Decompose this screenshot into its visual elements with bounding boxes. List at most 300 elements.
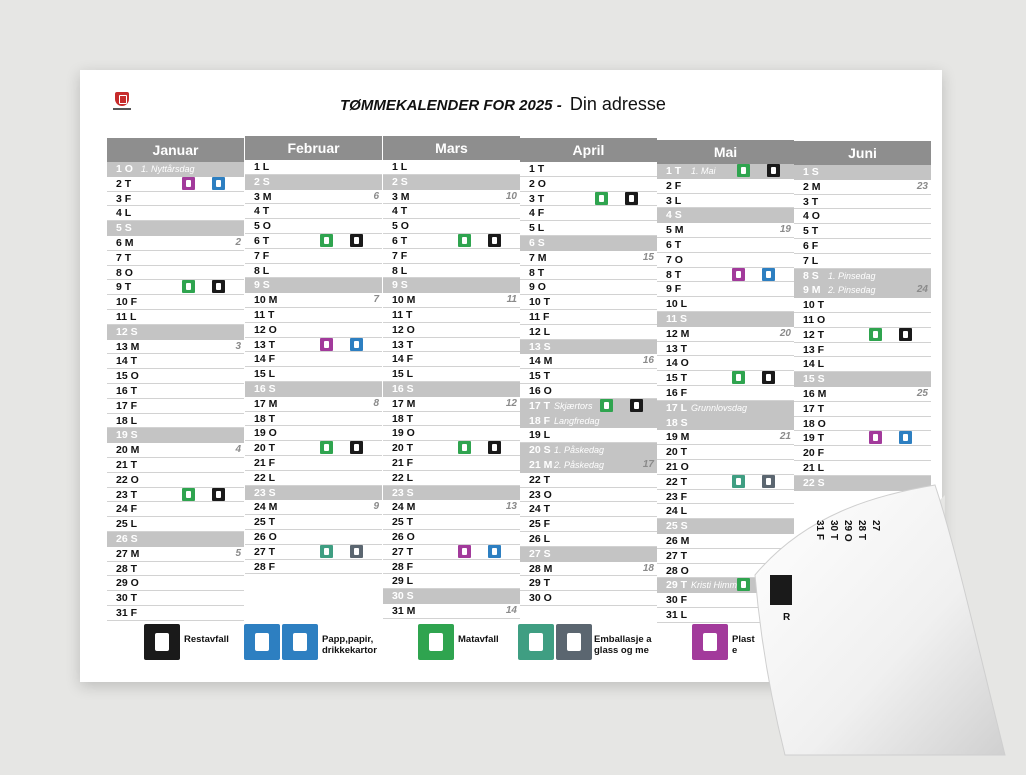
day-row [245,219,382,234]
day-label: 5 T [803,225,819,238]
day-row [245,234,382,249]
day-label: 3 M [392,190,410,203]
day-label: 12 O [254,323,277,336]
day-row [520,488,657,503]
day-row [383,441,520,456]
day-label: 14 F [392,353,414,366]
week-number: 7 [373,294,379,306]
day-label: 26 O [254,530,277,543]
day-label: 1 L [392,161,408,173]
rest-icon [767,164,780,177]
day-row [794,372,931,387]
day-row [794,417,931,432]
curl-legend-letter: R [783,612,791,623]
day-label: 9 F [666,283,682,296]
day-label: 22 S [803,476,825,489]
day-row [520,206,657,221]
day-row [245,249,382,264]
day-row [245,264,382,279]
day-row [383,278,520,293]
day-row [657,179,794,194]
legend [140,620,780,670]
rest-icon [762,371,775,384]
day-label: 30 F [666,594,688,607]
day-row [383,545,520,560]
day-row [657,282,794,297]
day-label: 15 T [666,372,688,385]
week-number: 2 [235,236,241,248]
papp-icon [488,545,501,558]
week-number: 9 [373,501,379,513]
day-label: 17 M [254,397,278,410]
day-label: 28 O [666,564,689,577]
day-row [107,206,244,221]
papp-icon [350,338,363,351]
day-label: 30 T [116,592,138,605]
day-row [794,313,931,328]
day-row [520,325,657,340]
mat-legend-icon [418,624,454,660]
day-row [657,164,794,179]
day-row [383,589,520,604]
holiday-label: 2. Pinsedag [828,285,876,296]
day-label: 3 F [116,192,132,205]
day-row [383,204,520,219]
day-label: 3 T [529,192,545,205]
week-number: 5 [235,547,241,559]
papp-icon [212,177,225,190]
week-number: 13 [505,501,517,513]
day-row [657,371,794,386]
holiday-label: 1. Påskedag [554,445,605,456]
day-label: 4 O [803,210,820,223]
legend-label: Plast e [732,634,755,656]
day-label: 31 M [392,604,416,617]
day-row [383,397,520,412]
day-row [657,342,794,357]
day-row [383,471,520,486]
day-label: 28 F [392,560,414,573]
day-row [107,340,244,355]
day-label: 23 O [529,488,552,501]
day-label: 21 F [392,456,414,469]
week-number: 23 [916,180,928,192]
day-label: 18 L [116,414,138,427]
day-label: 25 T [392,516,414,529]
day-label: 5 O [392,220,409,233]
day-label: 25 L [116,518,138,531]
mat-icon [458,441,471,454]
day-label: 9 O [529,281,546,294]
holiday-label: 1. Mai [691,166,716,176]
mat-icon [737,164,750,177]
day-row [794,283,931,298]
day-label: 8 O [116,266,133,279]
day-label: 17 F [116,399,138,412]
day-row [520,192,657,207]
day-row [383,338,520,353]
day-row [520,340,657,355]
week-number: 16 [642,355,654,367]
glass-legend-icon [518,624,554,660]
day-label: 11 T [254,308,275,321]
day-row [520,502,657,517]
day-row [107,221,244,236]
day-row [657,253,794,268]
day-label: 20 S [529,444,551,457]
day-row [520,443,657,458]
month-header: Mars [383,136,520,160]
municipality-logo [113,92,131,116]
day-row [107,443,244,458]
day-row [657,208,794,223]
day-label: 14 F [254,353,276,366]
day-label: 11 F [529,310,550,323]
day-label: 10 M [392,294,416,307]
day-row [245,323,382,338]
day-row [383,367,520,382]
day-row [245,500,382,515]
day-label: 26 M [666,534,690,547]
day-row [383,293,520,308]
day-label: 24 T [529,503,551,516]
mat-icon [320,234,333,247]
day-row [107,251,244,266]
day-row [107,354,244,369]
week-number: 20 [779,327,791,339]
day-label: 28 T [116,562,138,575]
day-label: 3 T [803,195,819,208]
holiday-label: 1. Pinsedag [828,270,876,281]
month-column-mars [383,136,520,619]
day-row [383,352,520,367]
title-text: TØMMEKALENDER FOR 2025 - [340,97,562,114]
day-row [520,473,657,488]
day-label: 16 T [116,384,138,397]
curl-day-label: 29 O [842,520,853,542]
plast-icon [320,338,333,351]
day-label: 25 F [529,518,551,531]
day-label: 6 S [529,236,545,249]
day-row [107,310,244,325]
day-label: 19 O [392,427,415,440]
plast-icon [182,177,195,190]
day-label: 15 S [803,373,825,386]
day-row [107,517,244,532]
month-column-januar [107,138,244,621]
day-row [520,310,657,325]
plast-icon [869,431,882,444]
day-label: 2 F [666,179,682,192]
day-row [657,401,794,416]
day-label: 15 O [116,370,139,383]
day-row [245,545,382,560]
day-row [794,224,931,239]
day-label: 12 M [666,327,690,340]
week-number: 12 [505,397,517,409]
day-label: 22 L [392,471,414,484]
day-row [794,387,931,402]
day-label: 11 O [803,313,826,326]
day-label: 17 L [666,401,688,414]
week-number: 17 [642,458,654,470]
legend-label: Matavfall [458,634,499,645]
day-label: 19 L [529,429,551,442]
logo-text-lines [113,108,131,110]
day-row [245,204,382,219]
day-row [794,254,931,269]
day-label: 27 S [529,547,551,560]
day-label: 29 T [529,577,551,590]
day-label: 13 T [666,342,688,355]
day-row [657,356,794,371]
day-row [107,473,244,488]
week-number: 3 [235,340,241,352]
day-row [245,397,382,412]
day-row [383,515,520,530]
mat-icon [458,234,471,247]
day-label: 13 T [392,338,414,351]
day-label: 26 S [116,532,138,545]
coat-of-arms-icon [115,92,129,106]
week-number: 24 [916,284,928,296]
day-row [520,280,657,295]
curl-rest-icon [770,575,792,605]
day-label: 6 T [392,234,408,247]
month-header: April [520,138,657,162]
day-row [383,530,520,545]
day-label: 7 F [254,249,270,262]
day-label: 10 L [666,298,688,311]
day-row [383,308,520,323]
day-row [107,192,244,207]
rest-icon [350,441,363,454]
day-label: 29 L [392,575,414,588]
day-label: 4 F [529,207,545,220]
day-label: 8 L [392,264,408,277]
day-label: 7 T [116,251,132,264]
day-row [657,223,794,238]
day-label: 9 M [803,284,821,297]
day-row [107,280,244,295]
day-row [657,194,794,209]
day-label: 24 L [666,505,688,518]
day-row [107,532,244,547]
day-row [657,327,794,342]
day-row [520,562,657,577]
day-label: 20 T [392,442,414,455]
day-label: 5 M [666,224,684,237]
day-row [107,325,244,340]
day-label: 16 S [254,382,276,395]
week-number: 8 [373,397,379,409]
rest-icon [212,488,225,501]
day-label: 26 O [392,530,415,543]
glass-icon [320,545,333,558]
day-row [383,175,520,190]
day-row [245,530,382,545]
day-label: 23 F [666,490,688,503]
day-label: 2 S [392,175,408,188]
day-label: 11 L [116,310,137,323]
day-label: 7 F [392,249,408,262]
day-row [520,532,657,547]
day-label: 11 S [666,312,688,325]
day-label: 5 L [529,222,545,235]
day-label: 18 F [529,414,551,427]
day-label: 12 S [116,325,138,338]
day-row [383,456,520,471]
day-row [245,486,382,501]
rest-icon [488,441,501,454]
day-label: 31 F [116,606,138,619]
day-row [520,162,657,177]
day-label: 13 F [803,343,825,356]
day-row [520,517,657,532]
day-row [657,386,794,401]
day-row [657,416,794,431]
day-label: 8 T [666,268,682,281]
day-label: 14 T [116,355,138,368]
day-row [383,190,520,205]
week-number: 21 [779,431,791,443]
day-label: 14 O [666,357,689,370]
day-label: 13 S [529,340,551,353]
day-row [794,239,931,254]
day-label: 17 M [392,397,416,410]
day-label: 6 T [666,238,682,251]
day-row [383,219,520,234]
day-label: 20 F [803,447,825,460]
day-row [520,177,657,192]
day-row [245,352,382,367]
day-row [520,295,657,310]
day-row [107,177,244,192]
day-row [383,160,520,175]
day-label: 23 S [254,486,276,499]
day-row [245,441,382,456]
day-row [383,249,520,264]
day-label: 20 T [666,446,688,459]
address-text: Din adresse [569,94,666,114]
day-label: 2 M [803,180,821,193]
papp-legend-icon [244,624,280,660]
day-row [107,384,244,399]
day-label: 7 M [529,251,547,264]
day-row [383,574,520,589]
day-row [383,500,520,515]
glass-icon [732,475,745,488]
day-row [245,190,382,205]
papp-legend-icon [282,624,318,660]
week-number: 15 [642,251,654,263]
day-label: 16 M [803,387,827,400]
curl-day-label: 31 F [814,520,825,541]
rest-icon [488,234,501,247]
day-row [520,266,657,281]
day-row [794,328,931,343]
plast-legend-icon [692,624,728,660]
day-label: 1 S [803,166,819,178]
week-number: 25 [916,387,928,399]
holiday-label: 2. Påskedag [554,459,605,470]
day-label: 15 T [529,370,551,383]
day-row [383,234,520,249]
rest-icon [630,399,643,412]
day-row [107,399,244,414]
day-label: 13 M [116,340,140,353]
day-label: 23 S [392,486,414,499]
day-label: 1 O [116,163,133,175]
day-row [520,458,657,473]
day-label: 29 T [666,579,688,592]
day-label: 16 S [392,382,414,395]
curl-day-label: 27 [870,520,881,532]
day-label: 21 M [529,458,553,471]
glass-legend-icon [556,624,592,660]
day-row [520,354,657,369]
day-label: 10 M [254,294,278,307]
day-label: 24 M [254,501,278,514]
day-row [245,308,382,323]
day-label: 9 T [116,281,132,294]
week-number: 10 [505,190,517,202]
day-label: 14 M [529,355,553,368]
day-row [794,343,931,358]
day-label: 18 S [666,416,688,429]
day-label: 4 L [116,207,132,220]
day-row [245,278,382,293]
day-row [520,236,657,251]
holiday-label: Kristi Himm [691,580,737,591]
day-row [657,268,794,283]
day-row [245,471,382,486]
day-label: 20 T [254,442,276,455]
day-row [520,591,657,606]
day-label: 16 O [529,384,552,397]
day-row [794,165,931,180]
day-row [107,236,244,251]
day-row [245,426,382,441]
day-label: 5 O [254,220,271,233]
day-label: 15 L [392,368,414,381]
day-label: 14 L [803,358,825,371]
day-row [794,298,931,313]
day-label: 19 S [116,429,138,442]
month-header: Februar [245,136,382,160]
day-label: 19 O [254,427,277,440]
day-label: 4 T [254,205,270,218]
day-row [245,160,382,175]
rest-icon [212,280,225,293]
mat-icon [182,280,195,293]
day-label: 30 S [392,590,414,603]
day-row [107,562,244,577]
curl-day-label: 30 T [828,520,839,541]
day-label: 7 O [666,253,683,266]
month-header: Juni [794,141,931,165]
day-row [245,412,382,427]
day-row [107,369,244,384]
day-label: 20 M [116,444,140,457]
day-row [107,488,244,503]
day-row [107,547,244,562]
mat-icon [595,192,608,205]
day-row [794,180,931,195]
day-label: 19 M [666,431,690,444]
day-row [107,591,244,606]
day-label: 12 O [392,323,415,336]
